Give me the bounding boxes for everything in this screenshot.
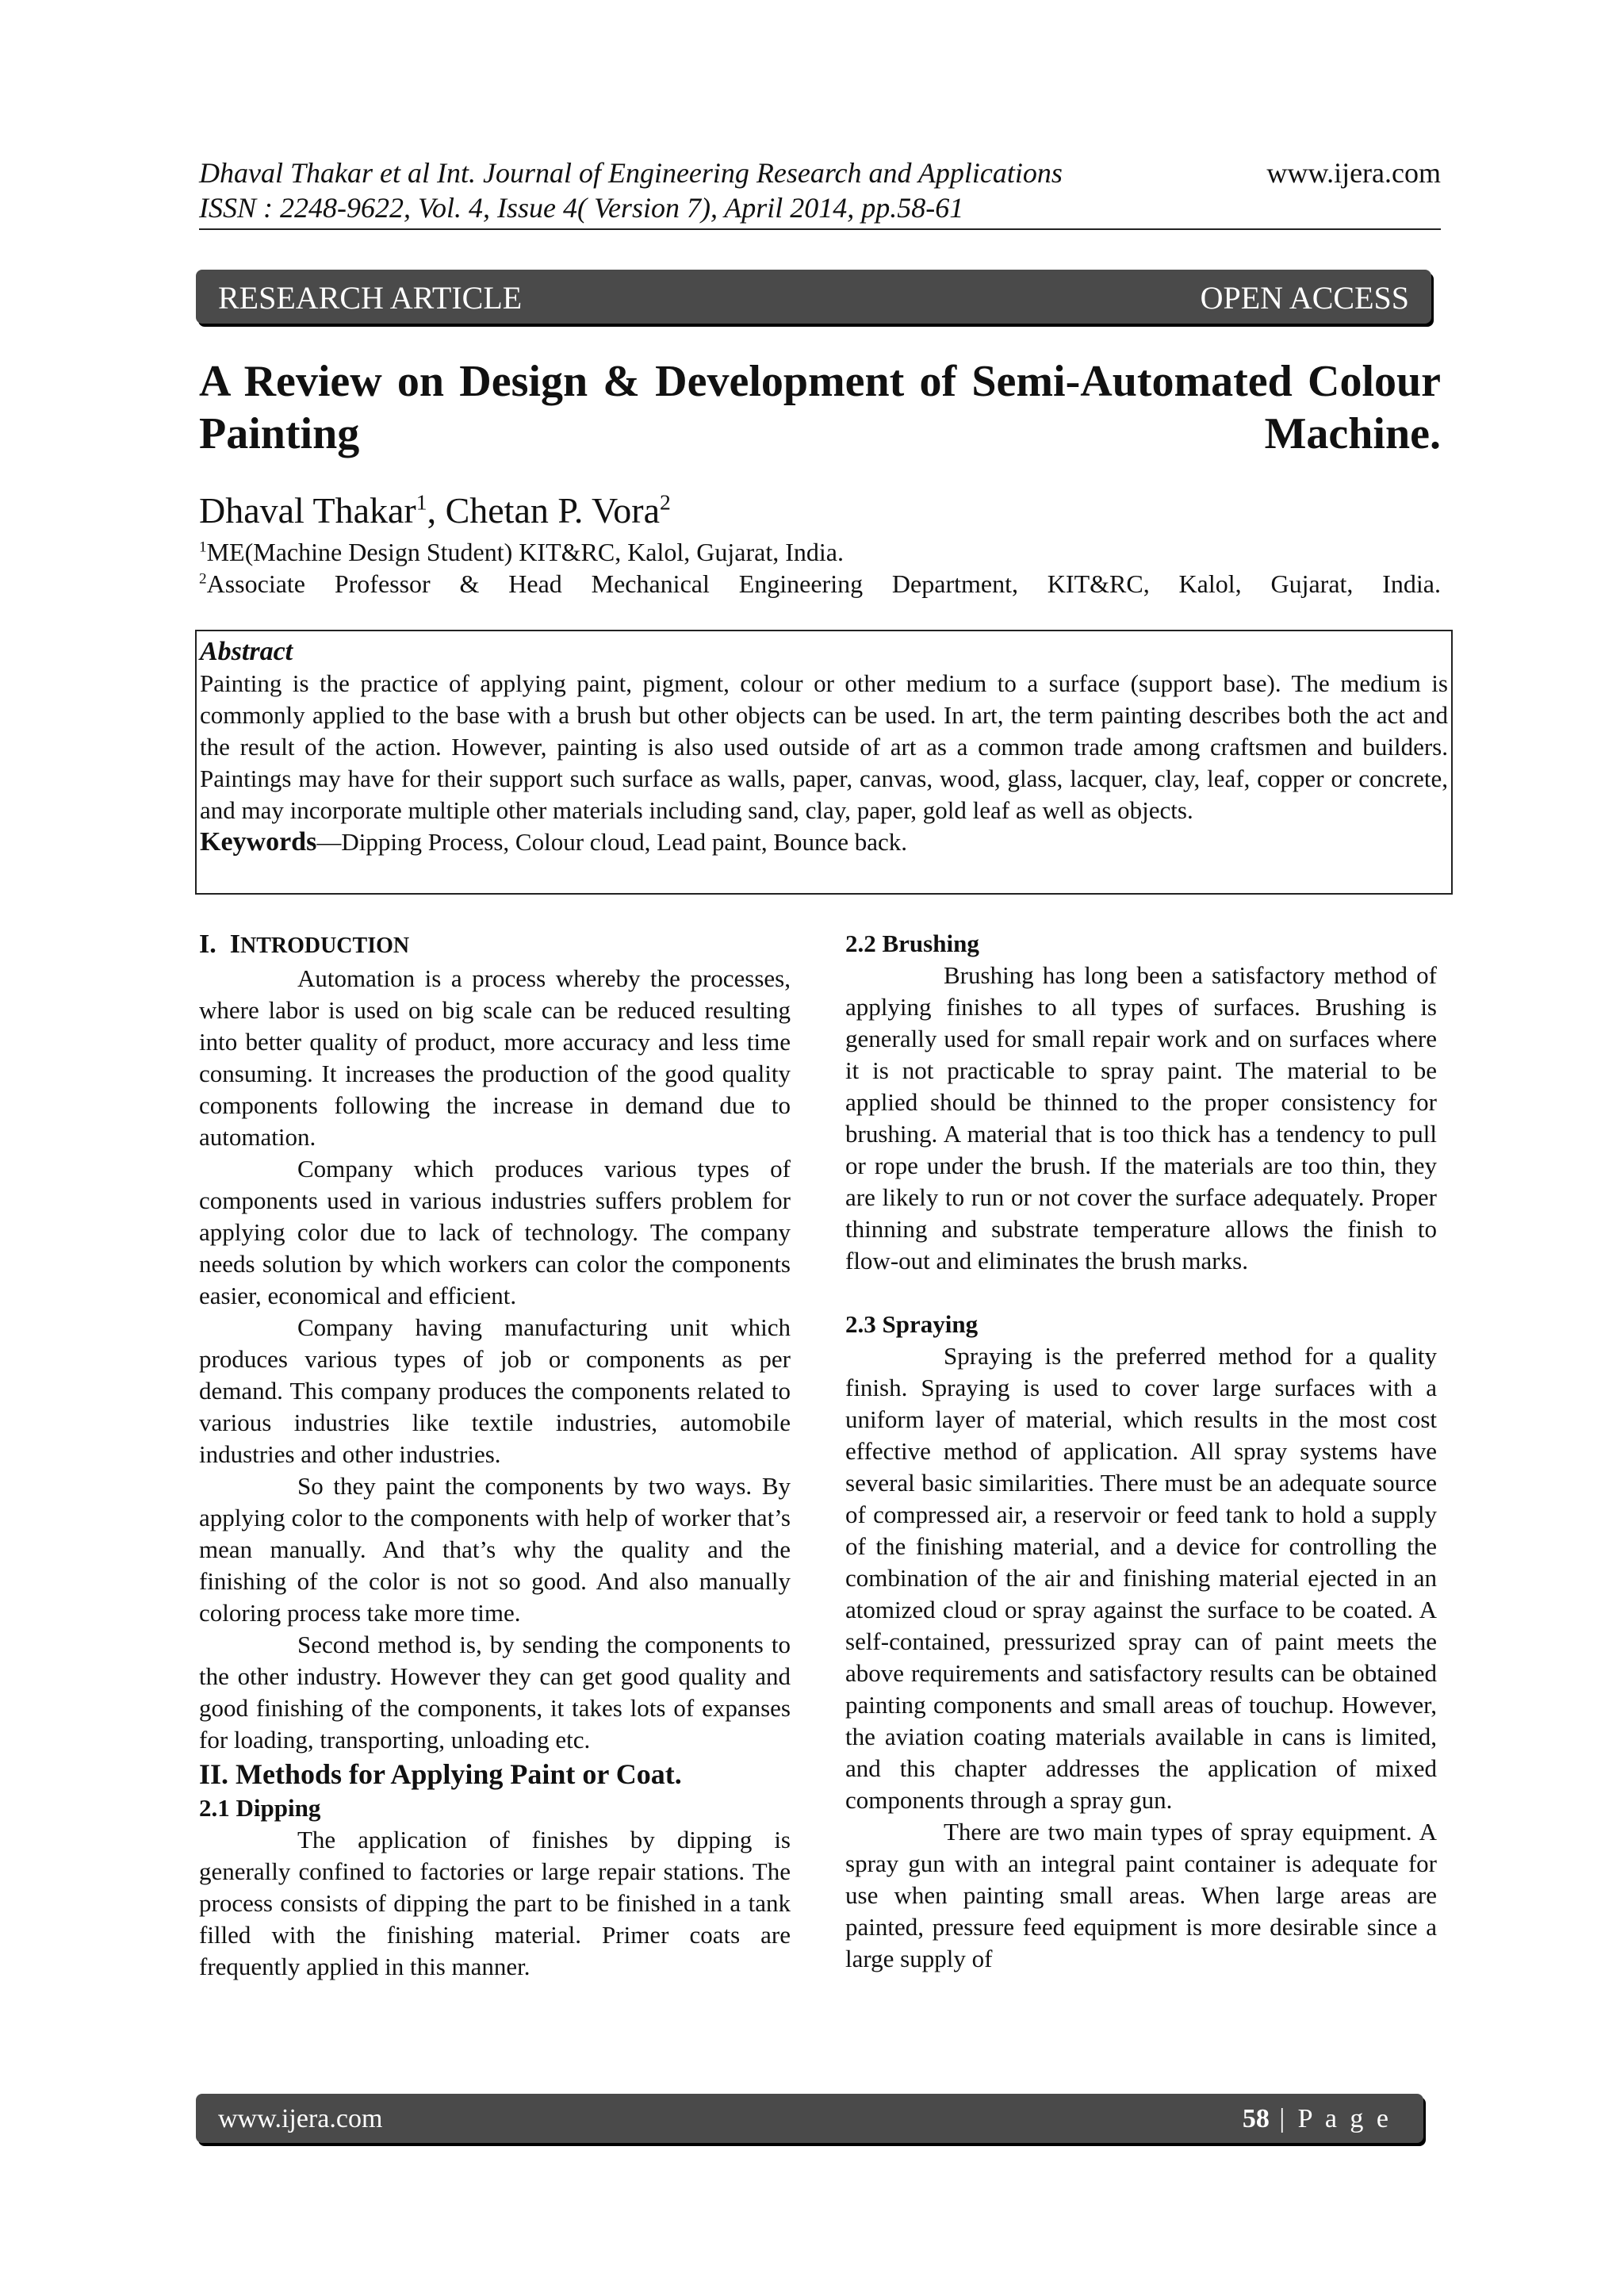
- subsection-heading-dipping: 2.1 Dipping: [199, 1794, 321, 1822]
- affiliation-1-text: ME(Machine Design Student) KIT&RC, Kalol, Gujarat, India.: [206, 538, 844, 566]
- author-2: Chetan P. Vora: [445, 490, 661, 531]
- author-1-affiliation-mark: 1: [416, 489, 427, 515]
- intro-paragraph-2: Company which produces various types of components used in various industries suffers problem for applying color due to lack of technology. The company needs solution by which workers can color the components easier, economical and efficient.: [199, 1155, 791, 1309]
- section-1-initial: I: [229, 930, 240, 959]
- subsection-heading-spraying: 2.3 Spraying: [845, 1310, 979, 1338]
- section-1-title-rest: NTRODUCTION: [239, 933, 410, 958]
- section-1-number: I.: [199, 930, 216, 959]
- author-1: Dhaval Thakar: [199, 490, 416, 531]
- affiliation-1-mark: 1: [199, 539, 207, 556]
- keywords-label: Keywords: [200, 827, 317, 857]
- affiliation-2: [199, 568, 1441, 631]
- abstract-text: Painting is the practice of applying paint, pigment, colour or other medium to a surface (support base). The medium is commonly applied to the base with a brush but other objects can be used. In art, the term painting describes both the act and the result of the action. However, painting is also used outside of art as a common trade among craftsmen and builders. Paintings may have for their support such surface as walls, paper, canvas, wood, glass, lacquer, clay, leaf, copper or concrete, and may incorporate multiple other materials including sand, clay, paper, gold leaf as well as objects.: [200, 669, 1448, 824]
- affiliation-1: [199, 536, 1441, 568]
- intro-paragraph-5: Second method is, by sending the components to the other industry. However they can get good quality and good finishing of the components, it takes lots of expanses for loading, transporting, unloading etc.: [199, 1631, 791, 1754]
- right-column: [845, 928, 1437, 1975]
- research-article-label: RESEARCH ARTICLE: [218, 280, 523, 316]
- article-type-banner: [196, 270, 1431, 324]
- keywords: [200, 826, 1448, 858]
- author-2-affiliation-mark: 2: [660, 489, 671, 515]
- keywords-list: —Dipping Process, Colour cloud, Lead paint, Bounce back.: [316, 828, 908, 856]
- author-separator: ,: [427, 490, 446, 531]
- paper-title: A Review on Design & Development of Semi-Automated Colour Painting Machine.: [199, 357, 1441, 458]
- header-divider: [199, 228, 1441, 230]
- journal-citation: Dhaval Thakar et al Int. Journal of Engineering Research and Applications: [199, 157, 1063, 189]
- abstract-box: [195, 630, 1453, 895]
- subsection-heading-brushing: 2.2 Brushing: [845, 930, 979, 957]
- left-column: [199, 928, 791, 1983]
- page-label: | P a g e: [1269, 2104, 1392, 2133]
- issn-line: ISSN : 2248-9622, Vol. 4, Issue 4( Version 7), April 2014, pp.58-61: [199, 192, 964, 224]
- paragraph-gap: [845, 1277, 1437, 1309]
- abstract-heading: Abstract: [200, 637, 293, 666]
- section-heading-introduction: [199, 928, 791, 963]
- brushing-paragraph: Brushing has long been a satisfactory method of applying finishes to all types of surfaces. Brushing is generally used for small repair work and on surfaces where it is not practicable to spray paint. The material to be applied should be thinned to the proper consistency for brushing. A material that is too thick has a tendency to pull or rope under the brush. If the materials are too thin, they are likely to run or not cover the surface adequately. Proper thinning and substrate temperature allows the finish to flow-out and eliminates the brush marks.: [845, 961, 1437, 1274]
- affiliation-2-mark: 2: [199, 570, 207, 588]
- footer-url[interactable]: www.ijera.com: [218, 2104, 383, 2133]
- intro-paragraph-3: Company having manufacturing unit which produces various types of job or components as per demand. This company produces the components related to various industries like textile industries, automobile industries and other industries.: [199, 1313, 791, 1468]
- intro-paragraph-4: So they paint the components by two ways. By applying color to the components with help of worker that’s mean manually. And that’s why the quality and the finishing of the color is not so good. And also manually coloring process take more time.: [199, 1472, 791, 1627]
- page-number: 58: [1242, 2104, 1270, 2133]
- section-heading-methods: II. Methods for Applying Paint or Coat.: [199, 1758, 682, 1790]
- intro-paragraph-1: Automation is a process whereby the processes, where labor is used on big scale can be reduced resulting into better quality of product, more accuracy and less time consuming. It increases the production of the good quality components following the increase in demand due to automation.: [199, 964, 791, 1151]
- spraying-paragraph-2: There are two main types of spray equipment. A spray gun with an integral paint container is adequate for use when painting small areas. When large areas are painted, pressure feed equipment is more desirable since a large supply of: [845, 1818, 1437, 1972]
- page-indicator: [1243, 2103, 1392, 2135]
- running-header: [199, 155, 1441, 225]
- open-access-label: OPEN ACCESS: [1200, 280, 1409, 316]
- author-list: [199, 489, 671, 533]
- spraying-paragraph-1: Spraying is the preferred method for a quality finish. Spraying is used to cover large surfaces with a uniform layer of material, which results in the most cost effective method of application. All spray systems have several basic similarities. There must be an adequate source of compressed air, a reservoir or feed tank to hold a supply of the finishing material, and a device for controlling the combination of the air and finishing material ejected in an atomized cloud or spray against the surface to be coated. A self-contained, pressurized spray can of paint meets the above requirements and satisfactory results can be obtained painting components and small areas of touchup. However, the aviation coating materials available in cans is limited, and this chapter addresses the application of mixed components through a spray gun.: [845, 1342, 1437, 1814]
- affiliation-2-text: Associate Professor & Head Mechanical Engineering Department, KIT&RC, Kalol, Gujarat, India.: [206, 569, 1441, 598]
- dipping-paragraph: The application of finishes by dipping is generally confined to factories or large repair stations. The process consists of dipping the part to be finished in a tank filled with the finishing material. Primer coats are frequently applied in this manner.: [199, 1826, 791, 1980]
- journal-url[interactable]: www.ijera.com: [1266, 157, 1441, 189]
- page-footer: [196, 2094, 1423, 2143]
